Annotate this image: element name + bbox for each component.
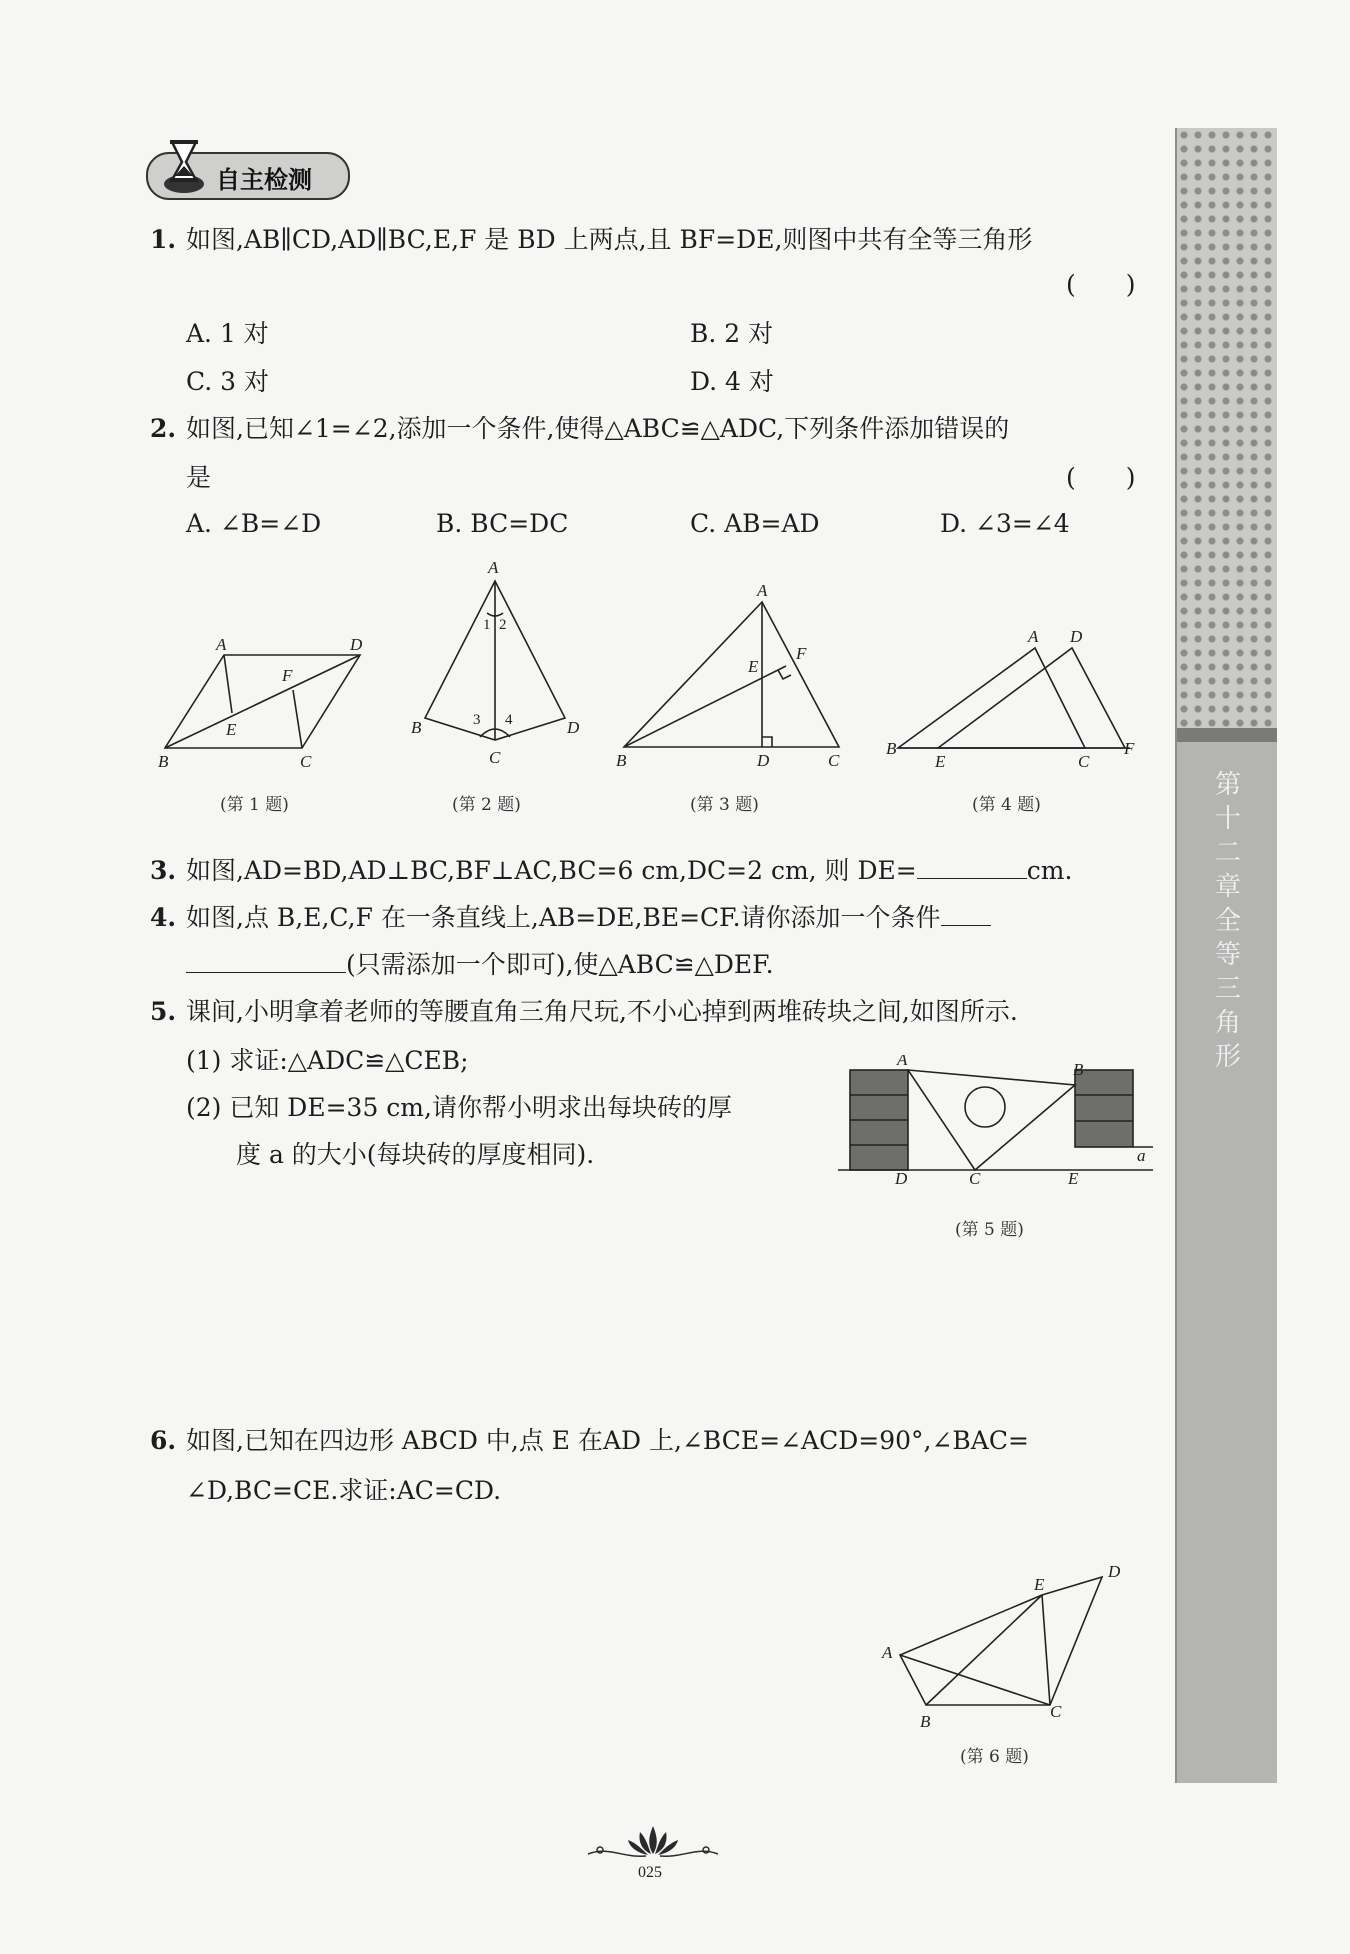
hourglass-icon <box>162 136 206 196</box>
point-label: A <box>757 581 768 600</box>
question-text: 如图,已知在四边形 ABCD 中,点 E 在AD 上,∠BCE=∠ACD=90°,∠BAC= <box>186 1426 1029 1455</box>
point-label: A <box>216 635 227 654</box>
question-text: 如图,点 B,E,C,F 在一条直线上,AB=DE,BE=CF.请你添加一个条件 <box>186 903 941 932</box>
question-6-cont: ∠D,BC=CE.求证:AC=CD. <box>186 1476 502 1505</box>
option-b: B. 2 对 <box>690 319 774 348</box>
option-a: A. ∠B=∠D <box>186 509 322 538</box>
question-number: 6. <box>150 1426 177 1455</box>
question-number: 5. <box>150 997 177 1026</box>
point-label: F <box>1124 739 1135 758</box>
point-label: E <box>1068 1169 1079 1185</box>
figure-3 <box>612 580 852 770</box>
angle-label: 1 <box>483 617 491 633</box>
option-c: C. AB=AD <box>690 509 820 538</box>
point-label: B <box>920 1712 931 1731</box>
point-label: D <box>350 635 363 654</box>
sub-question-2: (2) 已知 DE=35 cm,请你帮小明求出每块砖的厚 <box>186 1093 732 1122</box>
figure-caption: (第 4 题) <box>972 795 1041 815</box>
point-label: E <box>1034 1575 1045 1594</box>
question-6 <box>150 1426 1029 1456</box>
option-d: D. 4 对 <box>690 367 774 396</box>
figure-6 <box>870 1555 1140 1740</box>
sidebar-dot-pattern <box>1177 128 1277 728</box>
sidebar-divider <box>1177 728 1277 742</box>
point-label: C <box>300 752 312 770</box>
point-label: B <box>411 718 422 737</box>
question-text: 如图,AD=BD,AD⊥BC,BF⊥AC,BC=6 cm,DC=2 cm, 则 DE= <box>186 856 917 885</box>
option-b: B. BC=DC <box>436 509 569 538</box>
angle-label: 2 <box>499 617 507 633</box>
answer-paren: ( ) <box>1066 270 1136 299</box>
point-label: D <box>1070 627 1083 646</box>
point-label: C <box>489 748 501 767</box>
figure-caption: (第 3 题) <box>690 795 759 815</box>
answer-blank[interactable] <box>917 856 1027 879</box>
option-a: A. 1 对 <box>186 319 269 348</box>
point-label: F <box>796 644 807 663</box>
point-label: C <box>1050 1702 1062 1721</box>
figure-1 <box>150 630 380 770</box>
point-label: D <box>757 751 770 770</box>
question-1 <box>150 225 1032 255</box>
figure-5 <box>835 1055 1155 1185</box>
question-text: 如图,AB∥CD,AD∥BC,E,F 是 BD 上两点,且 BF=DE,则图中共有全等三角形 <box>186 225 1033 254</box>
angle-label: 4 <box>505 712 513 728</box>
point-label: A <box>1028 627 1039 646</box>
point-label: C <box>828 751 840 770</box>
question-number: 3. <box>150 856 177 885</box>
footer-ornament-icon <box>578 1818 728 1862</box>
point-label: D <box>895 1169 908 1185</box>
point-label: D <box>1108 1562 1121 1581</box>
section-title: 自主检测 <box>216 166 312 194</box>
question-4-cont <box>186 950 774 980</box>
question-4 <box>150 903 991 933</box>
point-label: F <box>282 666 293 685</box>
question-3 <box>150 856 1072 886</box>
unit: cm. <box>1026 856 1073 885</box>
sub-question-2-cont: 度 a 的大小(每块砖的厚度相同). <box>236 1140 595 1169</box>
point-label: A <box>488 558 499 577</box>
question-text: 如图,已知∠1=∠2,添加一个条件,使得△ABC≌△ADC,下列条件添加错误的 <box>186 414 1010 443</box>
option-c: C. 3 对 <box>186 367 269 396</box>
question-text: 课间,小明拿着老师的等腰直角三角尺玩,不小心掉到两堆砖块之间,如图所示. <box>186 997 1018 1026</box>
figure-caption: (第 2 题) <box>452 795 521 815</box>
point-label: E <box>935 752 946 770</box>
point-label: B <box>158 752 169 770</box>
point-label: C <box>1078 752 1090 770</box>
figure-caption: (第 6 题) <box>960 1747 1029 1767</box>
question-number: 2. <box>150 414 177 443</box>
point-label: B <box>886 739 897 758</box>
angle-label: 3 <box>473 712 481 728</box>
point-label: B <box>616 751 627 770</box>
point-label: a <box>1137 1146 1146 1165</box>
answer-blank[interactable] <box>186 950 346 973</box>
question-text: (只需添加一个即可),使△ABC≌△DEF. <box>346 950 774 979</box>
question-text-cont: 是 <box>186 463 212 492</box>
point-label: A <box>897 1055 908 1069</box>
figure-caption: (第 5 题) <box>955 1220 1024 1240</box>
sub-question-1: (1) 求证:△ADC≌△CEB; <box>186 1046 469 1075</box>
point-label: B <box>1073 1060 1084 1079</box>
figure-2 <box>405 553 585 773</box>
answer-blank[interactable] <box>941 903 991 926</box>
point-label: D <box>567 718 580 737</box>
question-number: 4. <box>150 903 177 932</box>
chapter-title: 第十二章 全等三角形 <box>1214 770 1268 1072</box>
question-number: 1. <box>150 225 177 254</box>
point-label: E <box>748 657 759 676</box>
chapter-sidebar <box>1175 128 1277 1783</box>
point-label: C <box>969 1169 981 1185</box>
figure-caption: (第 1 题) <box>220 795 289 815</box>
question-2 <box>150 414 1009 444</box>
point-label: E <box>226 720 237 739</box>
figure-4 <box>880 620 1140 770</box>
page-number: 025 <box>638 1864 662 1881</box>
answer-paren: ( ) <box>1066 463 1136 492</box>
section-badge <box>146 152 350 200</box>
option-d: D. ∠3=∠4 <box>940 509 1070 538</box>
question-5 <box>150 997 1018 1027</box>
point-label: A <box>882 1643 893 1662</box>
